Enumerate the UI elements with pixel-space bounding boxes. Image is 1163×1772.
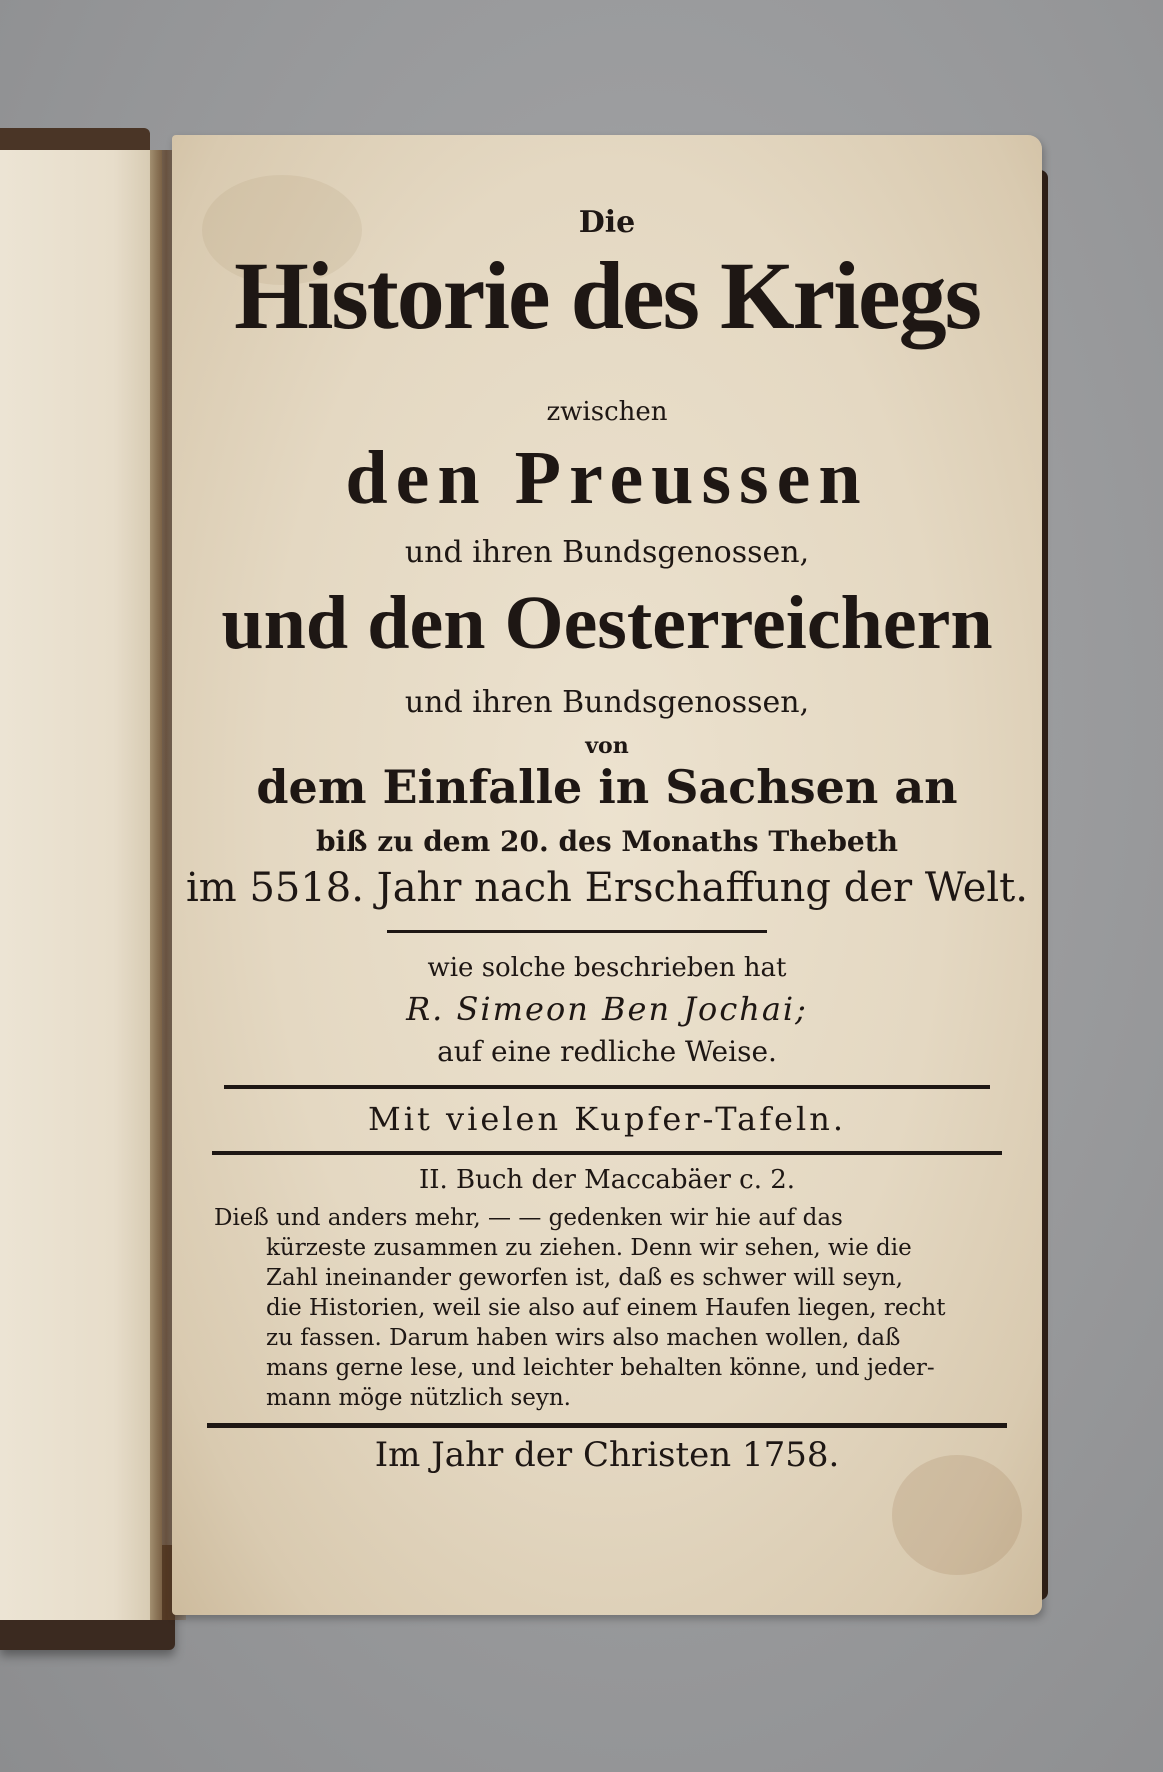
title-von: von <box>585 733 629 759</box>
quote-line: kürzeste zusammen zu ziehen. Denn wir sehen, wie die <box>266 1235 912 1261</box>
left-blank-page <box>0 150 162 1620</box>
title-oesterreichern: und den Oesterreichern <box>221 581 993 665</box>
title-page <box>172 135 1042 1615</box>
author-manner: auf eine redliche Weise. <box>437 1035 777 1068</box>
quote-line: mans gerne lese, und leichter behalten könne, und jeder- <box>266 1355 935 1381</box>
quote-line: mann möge nützlich seyn. <box>266 1385 571 1411</box>
epigraph-quote <box>214 1203 994 1413</box>
imprint-year: Im Jahr der Christen 1758. <box>374 1435 840 1475</box>
quote-line: Dieß und anders mehr, — — gedenken wir hie auf das <box>214 1205 843 1231</box>
title-bundsgenossen-1: und ihren Bundsgenossen, <box>404 535 810 570</box>
title-einfalle: dem Einfalle in Sachsen an <box>256 760 958 814</box>
quote-line: zu fassen. Darum haben wirs also machen wollen, daß <box>266 1325 901 1351</box>
divider-rule <box>224 1085 990 1089</box>
quote-source: II. Buch der Maccabäer c. 2. <box>418 1165 796 1195</box>
title-preussen: den Preussen <box>345 436 869 520</box>
title-bundsgenossen-2: und ihren Bundsgenossen, <box>404 685 810 720</box>
divider-rule <box>212 1151 1002 1155</box>
author-intro: wie solche beschrieben hat <box>427 953 787 983</box>
title-zwischen: zwischen <box>546 397 668 427</box>
plates-note: Mit vielen Kupfer-Tafeln. <box>367 1100 846 1138</box>
divider-rule <box>207 1423 1007 1428</box>
divider-rule <box>387 930 767 933</box>
title-year-line: im 5518. Jahr nach Erschaffung der Welt. <box>186 865 1028 911</box>
title-die: Die <box>578 205 636 240</box>
title-date-line: biß zu dem 20. des Monaths Thebeth <box>315 825 899 858</box>
main-title: Historie des Kriegs <box>234 242 980 349</box>
author-name: R. Simeon Ben Jochai; <box>406 990 808 1028</box>
quote-line: die Historien, weil sie also auf einem Haufen liegen, recht <box>266 1295 946 1321</box>
quote-line: Zahl ineinander geworfen ist, daß es schwer will seyn, <box>266 1265 903 1291</box>
